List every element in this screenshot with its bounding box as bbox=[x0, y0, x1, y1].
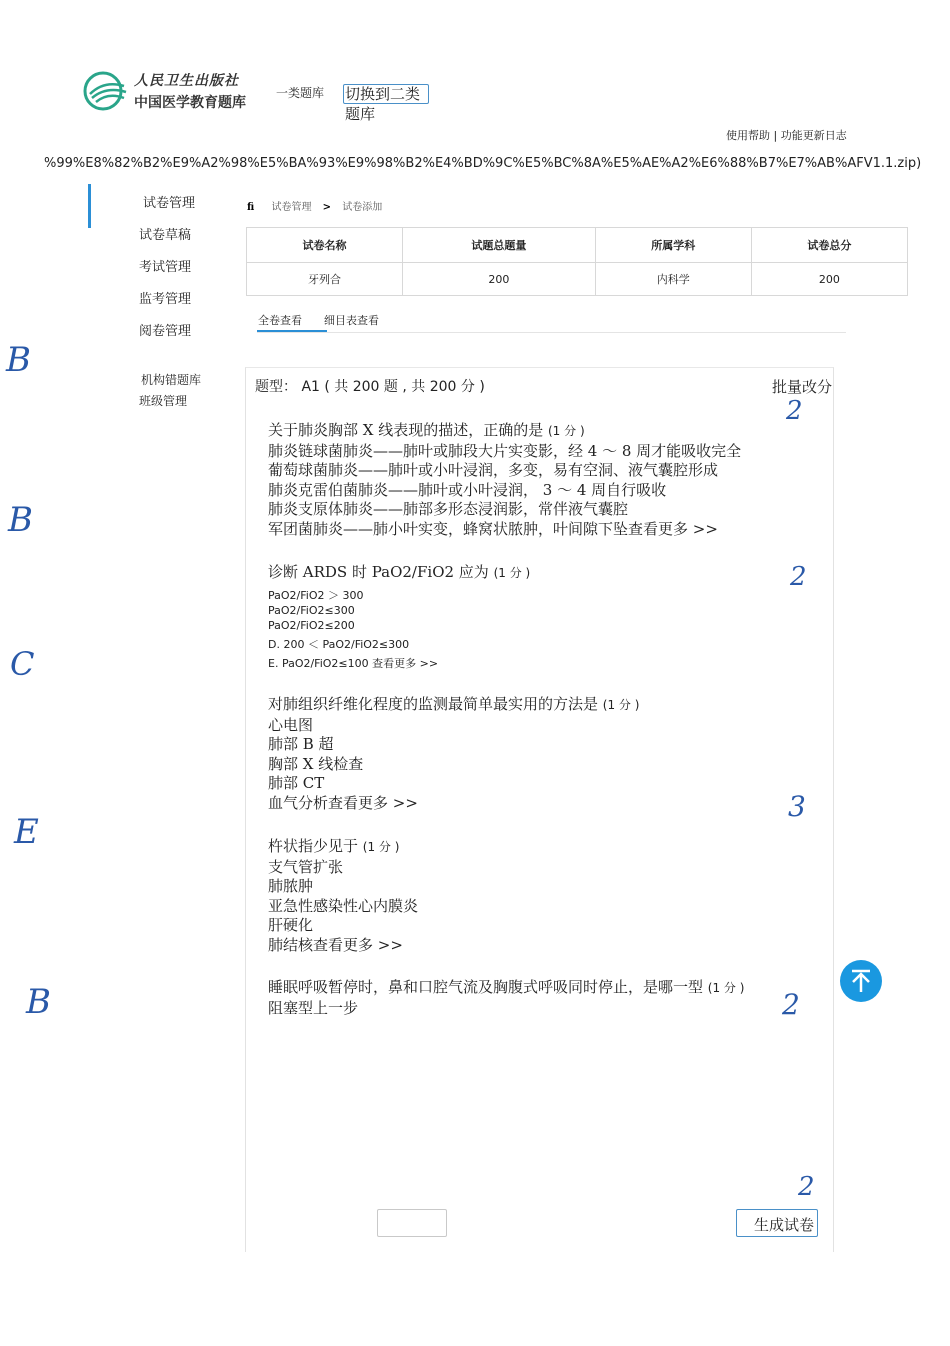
option: 肺炎支原体肺炎——肺部多形态浸润影，常伴液气囊腔 bbox=[268, 500, 629, 519]
option-with-more-link[interactable]: 血气分析查看更多 >> bbox=[268, 793, 418, 812]
switch-library-label[interactable]: 切换到二类题库 bbox=[345, 85, 421, 123]
question-score: (1 分 ) bbox=[493, 566, 531, 580]
subject-cell: 内科学 bbox=[595, 263, 751, 296]
sidebar-item-error-bank[interactable]: 机构错题库 bbox=[141, 373, 202, 387]
question-item bbox=[268, 695, 639, 814]
sidebar-item-classes[interactable]: 班级管理 bbox=[139, 394, 188, 408]
question-score: (1 分 ) bbox=[707, 981, 745, 995]
option: PaO2/FiO2 ＞ 300 bbox=[268, 588, 364, 602]
logo-icon bbox=[82, 70, 128, 112]
sidebar-item-exam-paper[interactable]: 试卷管理 bbox=[143, 196, 196, 211]
option: 肺炎克雷伯菌肺炎——肺叶或小叶浸润， 3 ～ 4 周自行吸收 bbox=[268, 480, 667, 499]
sidebar-item-grading[interactable]: 阅卷管理 bbox=[139, 324, 192, 339]
handwritten-score: 3 bbox=[788, 790, 806, 823]
logo-site-name: 中国医学教育题库 bbox=[134, 95, 246, 111]
option: PaO2/FiO2≤300 bbox=[268, 603, 355, 617]
question-score: (1 分 ) bbox=[362, 840, 400, 854]
option: D. 200 ＜ PaO2/FiO2≤300 bbox=[268, 637, 410, 651]
option: 支气管扩张 bbox=[268, 857, 344, 876]
tab-full-view[interactable]: 全卷查看 bbox=[258, 314, 302, 327]
question-item bbox=[268, 978, 744, 1018]
logo-publisher: 人民卫生出版社 bbox=[134, 73, 239, 89]
tab-divider bbox=[257, 332, 846, 333]
question-item bbox=[268, 421, 741, 540]
question-type-header: 题型： A1 ( 共 200 题 , 共 200 分 ) bbox=[255, 379, 485, 395]
question-stem: 关于肺炎胸部 X 线表现的描述，正确的是 bbox=[268, 421, 544, 439]
question-stem: 杵状指少见于 bbox=[268, 837, 359, 855]
tab-outline-view[interactable]: 细目表查看 bbox=[324, 314, 379, 327]
option: 肺脓肿 bbox=[268, 877, 314, 896]
column-header: 试卷总分 bbox=[751, 228, 907, 263]
paper-info-table bbox=[246, 227, 908, 296]
sidebar-item-proctoring[interactable]: 监考管理 bbox=[139, 292, 192, 307]
option: 肝硬化 bbox=[268, 916, 314, 935]
option-with-more-link[interactable]: 军团菌肺炎——肺小叶实变，蜂窝状脓肿，叶间隙下坠查看更多 >> bbox=[268, 519, 718, 538]
handwritten-answer: C bbox=[10, 645, 35, 683]
question-stem: 诊断 ARDS 时 PaO2/FiO2 应为 bbox=[268, 563, 489, 581]
breadcrumb-current: 试卷添加 bbox=[342, 202, 383, 213]
column-header: 试卷名称 bbox=[247, 228, 403, 263]
column-header: 所属学科 bbox=[595, 228, 751, 263]
total-score-cell: 200 bbox=[751, 263, 907, 296]
table-header-row bbox=[247, 228, 908, 263]
handwritten-score: 2 bbox=[786, 396, 803, 426]
sidebar-item-exams[interactable]: 考试管理 bbox=[139, 260, 192, 275]
handwritten-score: 2 bbox=[798, 1172, 815, 1202]
option: 肺部 CT bbox=[268, 774, 325, 793]
active-tab-indicator bbox=[257, 330, 327, 332]
handwritten-answer: B bbox=[6, 340, 31, 380]
option[interactable]: 阻塞型上一步 bbox=[268, 998, 359, 1017]
breadcrumb-separator: > bbox=[322, 202, 332, 213]
paper-name-cell: 牙列合 bbox=[247, 263, 403, 296]
column-header: 试题总题量 bbox=[403, 228, 596, 263]
sidebar-item-drafts[interactable]: 试卷草稿 bbox=[139, 228, 192, 243]
option-with-more-link[interactable]: E. PaO2/FiO2≤100 查看更多 >> bbox=[268, 656, 439, 670]
arrow-up-icon bbox=[840, 960, 882, 1002]
question-stem: 对肺组织纤维化程度的监测最简单最实用的方法是 bbox=[268, 695, 599, 713]
question-score: (1 分 ) bbox=[548, 424, 585, 438]
question-score: (1 分 ) bbox=[602, 698, 640, 712]
option: 亚急性感染性心内膜炎 bbox=[268, 896, 419, 915]
option: 肺炎链球菌肺炎——肺叶或肺段大片实变影，经 4 ～ 8 周才能吸收完全 bbox=[268, 441, 742, 460]
question-stem: 睡眠呼吸暂停时，鼻和口腔气流及胸腹式呼吸同时停止，是哪一型 bbox=[268, 978, 704, 996]
handwritten-answer: E bbox=[14, 812, 39, 852]
help-links[interactable]: 使用帮助 | 功能更新日志 bbox=[726, 129, 847, 142]
table-row bbox=[247, 263, 908, 296]
question-count-cell: 200 bbox=[403, 263, 596, 296]
back-to-top-button[interactable] bbox=[840, 960, 882, 1002]
home-icon[interactable]: fi bbox=[247, 202, 255, 213]
option-with-more-link[interactable]: 肺结核查看更多 >> bbox=[268, 935, 403, 954]
option: 肺部 B 超 bbox=[268, 735, 334, 754]
generate-paper-label[interactable]: 生成试卷 bbox=[754, 1216, 815, 1234]
handwritten-answer: B bbox=[8, 500, 33, 540]
breadcrumb-item[interactable]: 试卷管理 bbox=[271, 202, 312, 213]
handwritten-score: 2 bbox=[790, 562, 807, 592]
handwritten-answer: B bbox=[26, 982, 51, 1022]
option: PaO2/FiO2≤200 bbox=[268, 618, 355, 632]
question-item bbox=[268, 563, 530, 671]
prev-button[interactable] bbox=[377, 1209, 447, 1237]
option: 胸部 X 线检查 bbox=[268, 754, 364, 773]
handwritten-score: 2 bbox=[782, 988, 800, 1021]
library-label: 一类题库 bbox=[276, 86, 325, 100]
question-item bbox=[268, 837, 418, 956]
download-url-text: %99%E8%82%B2%E9%A2%98%E5%BA%93%E9%98%B2%E4%BD%9C%E5%BC%8A%E5%AE%A2%E6%88%B7%E7%AB%AFV1.1.zip) bbox=[44, 156, 922, 171]
option: 心电图 bbox=[268, 715, 314, 734]
sidebar-active-indicator bbox=[88, 184, 91, 228]
batch-edit-score-button[interactable]: 批量改分 bbox=[772, 378, 833, 396]
option: 葡萄球菌肺炎——肺叶或小叶浸润，多变，易有空洞、液气囊腔形成 bbox=[268, 461, 719, 480]
breadcrumb bbox=[247, 198, 382, 213]
